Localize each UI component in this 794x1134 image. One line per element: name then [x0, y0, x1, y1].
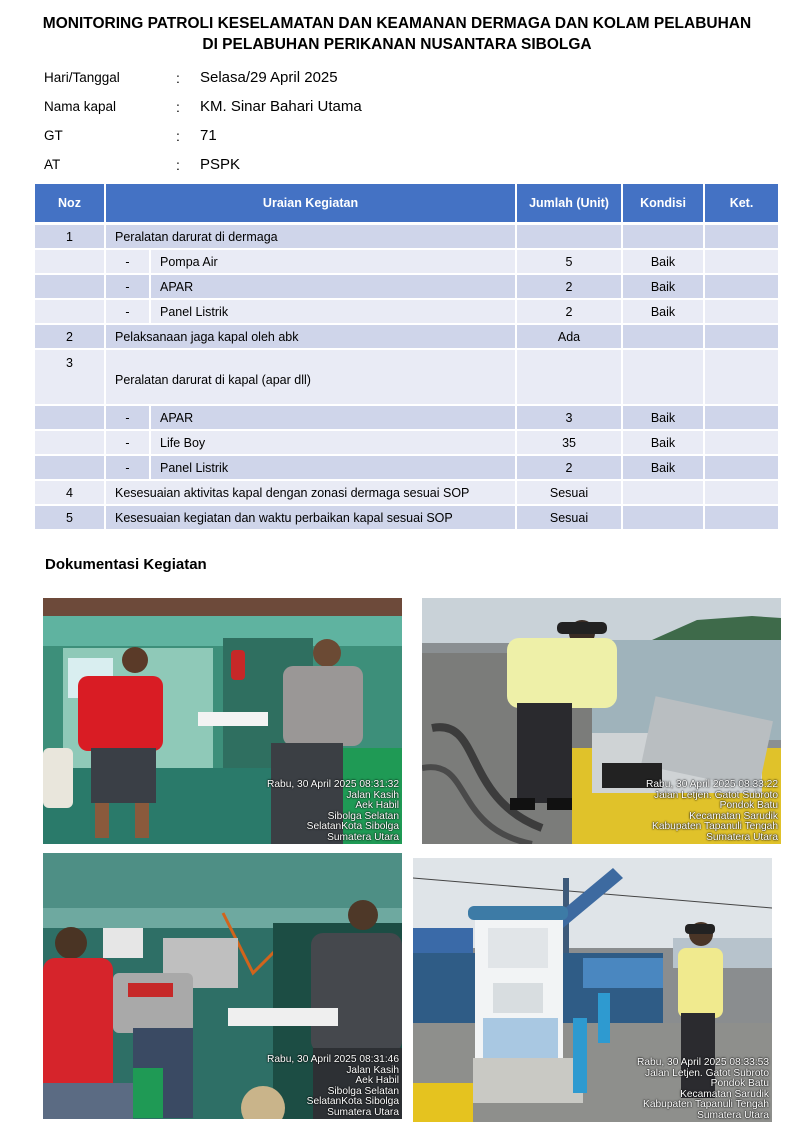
- stamp-line: Jalan Kasih: [346, 1064, 399, 1076]
- stamp-line: Jalan Letjen. Gatot Subroto: [644, 1067, 769, 1079]
- cell-ket: [705, 325, 780, 350]
- cell-jumlah: Ada: [517, 325, 623, 350]
- stamp-line: Sumatera Utara: [697, 1109, 769, 1121]
- stamp-line: Kabupaten Tapanuli Tengah: [652, 821, 778, 832]
- cell-jumlah: [517, 350, 623, 406]
- info-label: GT: [44, 128, 63, 143]
- cell-no: [35, 300, 106, 325]
- photo-dock-box-inspection: [422, 598, 781, 844]
- photo-timestamp: [267, 780, 399, 843]
- header-uraian: Uraian Kegiatan: [106, 184, 517, 225]
- header-kondisi: Kondisi: [623, 184, 705, 225]
- stamp-line: Kabupaten Tapanuli Tengah: [643, 1099, 769, 1110]
- cell-kondisi: Baik: [623, 275, 705, 300]
- cell-ket: [705, 431, 780, 456]
- title-line-1: MONITORING PATROLI KESELAMATAN DAN KEAMANAN DERMAGA DAN KOLAM PELABUHAN: [42, 15, 752, 32]
- cell-dash: -: [106, 431, 151, 456]
- stamp-line: Rabu, 30 April 2025 08:31:46: [267, 1054, 399, 1065]
- info-value: Selasa/29 April 2025: [200, 69, 338, 86]
- stamp-line: Aek Habil: [355, 800, 399, 811]
- info-label: Nama kapal: [44, 99, 117, 114]
- cell-no: 2: [35, 325, 106, 350]
- cell-item: Pelaksanaan jaga kapal oleh abk: [106, 325, 517, 350]
- info-label: Hari/Tanggal: [44, 70, 120, 85]
- stamp-line: Rabu, 30 April 2025 08:33:53: [637, 1057, 769, 1068]
- stamp-line: Rabu, 30 April 2025 08:33:22: [646, 779, 778, 790]
- cell-no: [35, 406, 106, 431]
- photo-timestamp: [646, 780, 778, 843]
- header-no: Noz: [35, 184, 106, 225]
- cell-ket: [705, 456, 780, 481]
- cell-ket: [705, 225, 780, 250]
- info-colon: :: [176, 157, 180, 173]
- table-row: [35, 300, 780, 325]
- cell-kondisi: Baik: [623, 300, 705, 325]
- cell-ket: [705, 300, 780, 325]
- cell-no: 4: [35, 481, 106, 506]
- stamp-line: Jalan Kasih: [346, 789, 399, 801]
- table-row: [35, 225, 780, 250]
- stamp-line: SelatanKota Sibolga: [306, 821, 399, 832]
- table-header-row: [35, 184, 780, 225]
- cell-no: 3: [35, 350, 106, 406]
- photo-electrical-panel-inspection: [413, 858, 772, 1122]
- cell-item: Pompa Air: [151, 250, 517, 275]
- info-colon: :: [176, 70, 180, 86]
- cell-kondisi: Baik: [623, 431, 705, 456]
- cell-ket: [705, 275, 780, 300]
- table-row: [35, 406, 780, 431]
- cell-kondisi: [623, 325, 705, 350]
- cell-jumlah: 3: [517, 406, 623, 431]
- header-ket: Ket.: [705, 184, 780, 225]
- cell-item: Panel Listrik: [151, 300, 517, 325]
- cell-dash: -: [106, 406, 151, 431]
- header-jumlah: Jumlah (Unit): [517, 184, 623, 225]
- cell-dash: -: [106, 275, 151, 300]
- cell-no: [35, 250, 106, 275]
- info-value: 71: [200, 127, 217, 144]
- photo-timestamp: [267, 1055, 399, 1118]
- cell-ket: [705, 250, 780, 275]
- cell-item: Life Boy: [151, 431, 517, 456]
- photo-timestamp: [637, 1058, 769, 1121]
- cell-item: Peralatan darurat di kapal (apar dll): [106, 350, 517, 406]
- info-value: PSPK: [200, 156, 241, 173]
- cell-jumlah: 2: [517, 456, 623, 481]
- cell-no: [35, 456, 106, 481]
- photo-engine-room-inspection: [43, 853, 402, 1119]
- stamp-line: Sumatera Utara: [706, 831, 778, 843]
- cell-jumlah: 5: [517, 250, 623, 275]
- photo-cabin-inspection: [43, 598, 402, 844]
- cell-kondisi: Baik: [623, 456, 705, 481]
- cell-ket: [705, 350, 780, 406]
- cell-item: Peralatan darurat di dermaga: [106, 225, 517, 250]
- cell-item: Kesesuaian aktivitas kapal dengan zonasi dermaga sesuai SOP: [106, 481, 517, 506]
- title-line-2: DI PELABUHAN PERIKANAN NUSANTARA SIBOLGA: [202, 36, 592, 53]
- cell-kondisi: Baik: [623, 406, 705, 431]
- table-row: [35, 250, 780, 275]
- cell-no: 5: [35, 506, 106, 531]
- cell-jumlah: 2: [517, 275, 623, 300]
- cell-no: [35, 431, 106, 456]
- cell-dash: -: [106, 250, 151, 275]
- cell-jumlah: [517, 225, 623, 250]
- cell-dash: -: [106, 300, 151, 325]
- stamp-line: Sibolga Selatan: [327, 1085, 399, 1097]
- info-label: AT: [44, 157, 61, 172]
- table-row: [35, 350, 780, 406]
- cell-jumlah: Sesuai: [517, 506, 623, 531]
- cell-item: APAR: [151, 275, 517, 300]
- cell-item: Panel Listrik: [151, 456, 517, 481]
- table-row: [35, 506, 780, 531]
- stamp-line: Sibolga Selatan: [327, 810, 399, 822]
- cell-kondisi: [623, 350, 705, 406]
- table-row: [35, 431, 780, 456]
- stamp-line: Rabu, 30 April 2025 08:31:32: [267, 779, 399, 790]
- cell-no: 1: [35, 225, 106, 250]
- stamp-line: Kecamatan Sarudik: [680, 1088, 769, 1100]
- stamp-line: SelatanKota Sibolga: [306, 1096, 399, 1107]
- cell-no: [35, 275, 106, 300]
- cell-ket: [705, 406, 780, 431]
- documentation-heading: Dokumentasi Kegiatan: [45, 556, 207, 573]
- info-colon: :: [176, 128, 180, 144]
- document-title: [0, 13, 794, 55]
- cell-dash: -: [106, 456, 151, 481]
- cell-jumlah: 2: [517, 300, 623, 325]
- table-row: [35, 481, 780, 506]
- cell-jumlah: 35: [517, 431, 623, 456]
- cell-kondisi: Baik: [623, 250, 705, 275]
- stamp-line: Jalan Letjen. Gatot Subroto: [653, 789, 778, 801]
- stamp-line: Aek Habil: [355, 1075, 399, 1086]
- cell-kondisi: [623, 506, 705, 531]
- cell-ket: [705, 481, 780, 506]
- cell-kondisi: [623, 481, 705, 506]
- cell-item: APAR: [151, 406, 517, 431]
- cell-ket: [705, 506, 780, 531]
- stamp-line: Sumatera Utara: [327, 1106, 399, 1118]
- info-colon: :: [176, 99, 180, 115]
- stamp-line: Sumatera Utara: [327, 831, 399, 843]
- table-row: [35, 275, 780, 300]
- cell-jumlah: Sesuai: [517, 481, 623, 506]
- stamp-line: Kecamatan Sarudik: [689, 810, 778, 822]
- table-row: [35, 456, 780, 481]
- cell-kondisi: [623, 225, 705, 250]
- stamp-line: Pondok Batu: [719, 800, 778, 811]
- table-row: [35, 325, 780, 350]
- stamp-line: Pondok Batu: [710, 1078, 769, 1089]
- inspection-table: [35, 184, 780, 531]
- info-value: KM. Sinar Bahari Utama: [200, 98, 362, 115]
- cell-item: Kesesuaian kegiatan dan waktu perbaikan kapal sesuai SOP: [106, 506, 517, 531]
